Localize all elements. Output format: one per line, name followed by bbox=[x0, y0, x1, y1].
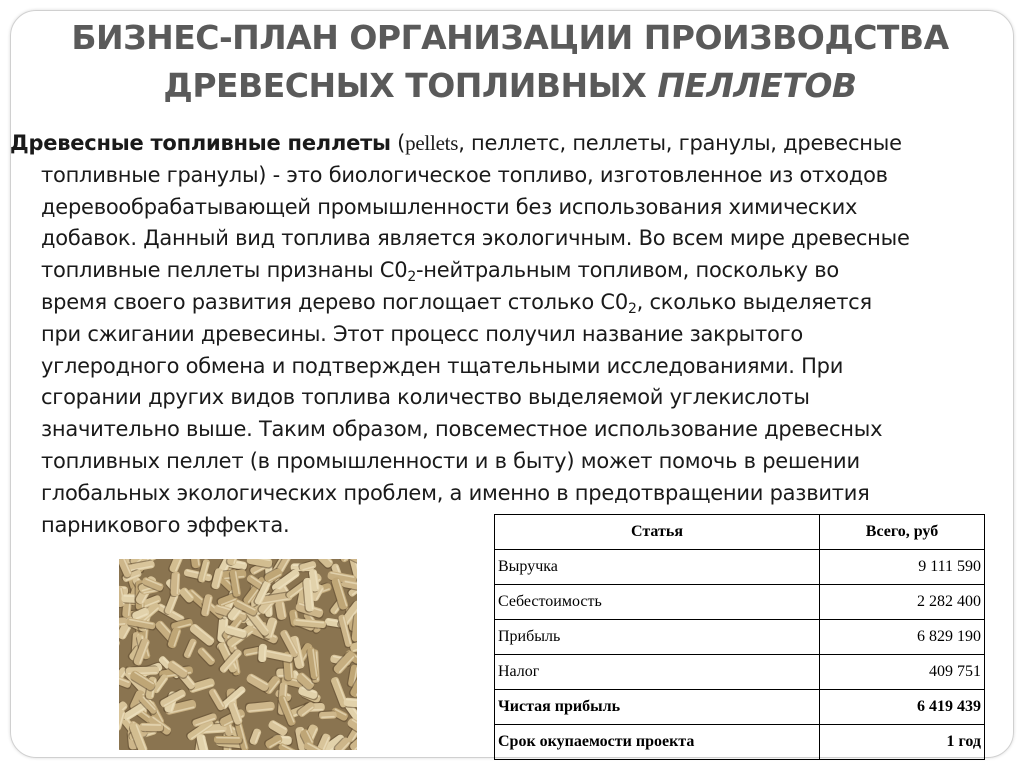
title-line-2-plain: ДРЕВЕСНЫХ ТОПЛИВНЫХ bbox=[163, 66, 658, 105]
body-line-7: при сжигании древесины. Этот процесс получил название закрытого bbox=[41, 321, 803, 346]
term-heading: Древесные топливные пеллеты bbox=[10, 131, 391, 155]
header-total: Всего, руб bbox=[820, 515, 985, 550]
row-label: Себестоимость bbox=[495, 585, 820, 620]
body-line-6-a: время своего развития дерево поглощает столько С0 bbox=[41, 289, 628, 314]
body-line-12: глобальных экологических проблем, а именно в предотвращении развития bbox=[41, 480, 870, 505]
pellets-word: pellets bbox=[405, 131, 459, 155]
row-label: Чистая прибыль bbox=[495, 690, 820, 725]
row-value: 9 111 590 bbox=[820, 550, 985, 585]
table-row bbox=[495, 585, 985, 620]
row-label: Срок окупаемости проекта bbox=[495, 725, 820, 760]
table-row bbox=[495, 655, 985, 690]
body-line-6 bbox=[10, 287, 1014, 319]
open-paren: ( bbox=[390, 131, 406, 155]
body-line-5 bbox=[10, 255, 1014, 287]
body-line-8: углеродного обмена и подтвержден тщательными исследованиями. При bbox=[41, 353, 844, 378]
title-line-2-italic: ПЕЛЛЕТОВ bbox=[657, 66, 857, 105]
table-row bbox=[495, 725, 985, 760]
header-article: Статья bbox=[495, 515, 820, 550]
body-paragraph bbox=[10, 128, 1014, 541]
co2-subscript: 2 bbox=[627, 300, 637, 317]
row-label: Прибыль bbox=[495, 620, 820, 655]
body-line-4: добавок. Данный вид топлива является экологичным. Во всем мире древесные bbox=[41, 226, 910, 251]
slide-title bbox=[20, 14, 1000, 110]
pellets-photo bbox=[119, 559, 357, 750]
body-line-5-b: -нейтральным топливом, поскольку во bbox=[415, 258, 839, 283]
body-line-9: сгорании других видов топлива количество выделяемой углекислоты bbox=[41, 385, 810, 410]
row-value: 409 751 bbox=[820, 655, 985, 690]
row-label: Выручка bbox=[495, 550, 820, 585]
table-row bbox=[495, 690, 985, 725]
body-line-6-b: , сколько выделяется bbox=[636, 289, 872, 314]
row-value: 6 829 190 bbox=[820, 620, 985, 655]
title-line-2 bbox=[20, 62, 1000, 110]
financial-table-wrap bbox=[494, 514, 985, 760]
title-line-1: БИЗНЕС-ПЛАН ОРГАНИЗАЦИИ ПРОИЗВОДСТВА bbox=[71, 18, 949, 57]
table-row bbox=[495, 550, 985, 585]
body-line-5-a: топливные пеллеты признаны С0 bbox=[41, 258, 408, 283]
row-value: 1 год bbox=[820, 725, 985, 760]
body-line-2: топливные гранулы) - это биологическое топливо, изготовленное из отходов bbox=[41, 162, 888, 187]
body-line-1-rest: , пеллетс, пеллеты, гранулы, древесные bbox=[458, 131, 902, 155]
row-value: 6 419 439 bbox=[820, 690, 985, 725]
body-line-11: топливных пеллет (в промышленности и в быту) может помочь в решении bbox=[41, 448, 860, 473]
body-line-10: значительно выше. Таким образом, повсеместное использование древесных bbox=[41, 417, 883, 442]
body-line-1 bbox=[10, 128, 1014, 160]
table-row bbox=[495, 620, 985, 655]
body-line-3: деревообрабатывающей промышленности без использования химических bbox=[41, 194, 858, 219]
pellets-image bbox=[119, 559, 357, 750]
table-header-row bbox=[495, 515, 985, 550]
financial-table bbox=[494, 514, 985, 760]
row-value: 2 282 400 bbox=[820, 585, 985, 620]
body-line-13: парникового эффекта. bbox=[41, 512, 290, 537]
row-label: Налог bbox=[495, 655, 820, 690]
co2-subscript: 2 bbox=[407, 269, 416, 286]
